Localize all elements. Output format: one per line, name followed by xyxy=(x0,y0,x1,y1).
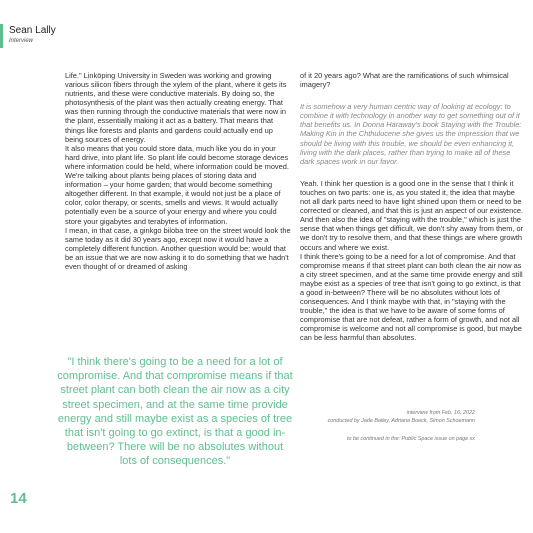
body-paragraph: Life." Linköping University in Sweden was working and growing various silicon fibers through the xylem of the plant, where it gets its nutrients, and these were conductive materials. By doing so, the photosynthesis of the plant was then actually creating energy. That was then running through the conductive materials that were now in the plant, essentially making it act as a battery. That means that things like forests and plants and gardens could actually end up being sources of energy. xyxy=(65,71,287,144)
spacer xyxy=(300,166,524,179)
pull-quote xyxy=(57,355,293,469)
body-paragraph: I mean, in that case, a ginkgo biloba tree on the street would look the same today as it did 30 years ago, except now it would have a completely different function. Another question would be: would that be an issue that we are now asking it to do something that we hadn't even thought of or dreamed of asking xyxy=(65,225,291,271)
pull-quote-text: "I think there's going to be a need for a lot of compromise. And that compromise means if that street plant can both clean the air now as a city street specimen, and at the same time provide energy and still maybe exist as a species of tree that isn't going to go extinct, is that a good in-between? There will be no absolutes without lots of consequences." xyxy=(57,356,293,468)
section-label: Interview xyxy=(9,38,34,44)
author-name: Sean Lally xyxy=(9,25,56,36)
body-paragraph: Yeah. I think her question is a good one in the sense that I think it touches on two parts: one is, as you stated it, the idea that maybe not all dark parts need to have light shined upon them or need to be corrected or cleaned, and that this is just an aspect of our existence. And then also the idea of "staying with the trouble," which is just the sense that when things get difficult, we don't shy away from them, or we don't try to resolve them, and that these things are where growth occurs and where we exist. xyxy=(300,178,524,252)
page-number: 14 xyxy=(10,490,27,507)
interview-credits xyxy=(328,409,475,425)
interviewer-question: It is somehow a very human centric way of looking at ecology: to combine it with technology in another way to get something out of it that benefits us. In Donna Haraway's book Staying with the Trouble: Making Kin in the Chthulucene she gives us the impression that we should be living with this trouble, we should be even enhancing it, living with the dark places, rather than trying to make all of these dark spaces work in our favor. xyxy=(300,102,522,166)
right-column xyxy=(300,71,524,343)
spacer xyxy=(300,89,524,102)
left-column xyxy=(65,71,291,271)
interview-date: interview from Feb. 16, 2022 xyxy=(406,410,475,416)
body-paragraph: I think there's going to be a need for a lot of compromise. And that compromise means if that street plant can both clean the air now as a city street specimen, and at the same time provide energy and still maybe exist as a species of tree that isn't going to go extinct, is that a good in-between? There will be no absolutes without lots of consequences. And I think maybe with that, in "staying with the trouble," the idea is that we have to be aware of some forms of compromise that are not defeat, rather a form of growth, and not all compromise is welcome and not all compromise is good, but maybe can be less harmful than absolutes. xyxy=(300,251,523,343)
header-accent-bar xyxy=(0,24,3,48)
continued-note: to be continued in the: Public Space issue on page xx xyxy=(347,436,475,442)
body-paragraph: of it 20 years ago? What are the ramifications of such whimsical imagery? xyxy=(300,71,509,90)
interview-conducted-by: conducted by Jade Bailey, Adriana Boeck, Simon Schoemann xyxy=(327,418,475,424)
body-paragraph: It also means that you could store data, much like you do in your hard drive, into plant life. So plant life could become storage devices where information could be held, where information could be moved. We're talking about plants being places of storing data and information – your home garden; that would become something altogether different. In that example, it would not just be a place of color, color therapy, or scents, smells and views. It would actually potentially even be a source of your energy and where you could store your gigabytes and terabytes of information. xyxy=(65,143,289,226)
